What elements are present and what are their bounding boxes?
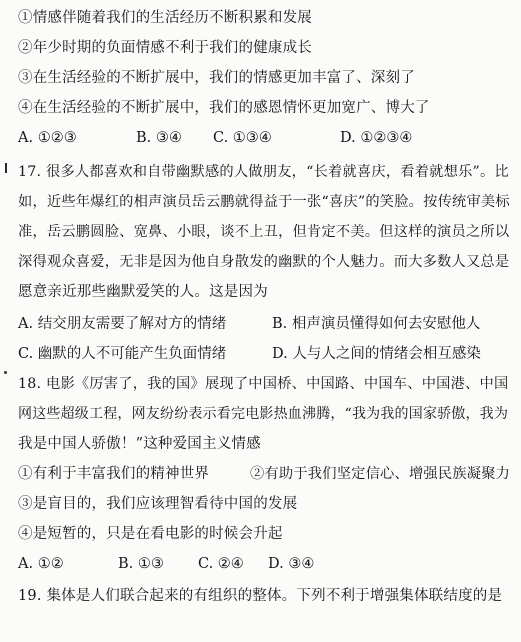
q18-stem-line-2: 网这些超级工程，网友纷纷表示看完电影热血沸腾，“我为我的国家骄傲，我为 [18, 406, 509, 422]
q18-statement-1: ①有利于丰富我们的精神世界 [18, 466, 210, 482]
q17-stem-line-4: 深得观众喜爱，无非是因为他自身散发的幽默的个人魅力。而大多数人又总是 [18, 254, 510, 270]
q17-option-c: C. 幽默的人不可能产生负面情绪 [18, 346, 227, 362]
q16-option-b: B. ③④ [136, 130, 182, 146]
q18-statement-3: ③是盲目的，我们应该理智看待中国的发展 [18, 496, 298, 512]
q17-option-b: B. 相声演员懂得如何去安慰他人 [272, 316, 481, 332]
q16-statement-2: ②年少时期的负面情感不利于我们的健康成长 [18, 40, 312, 56]
q17-stem-line-1: 17. 很多人都喜欢和自带幽默感的人做朋友，“长着就喜庆，看着就想乐”。比 [18, 164, 509, 180]
q18-option-d: D. ③④ [268, 556, 315, 572]
q17-stem-line-3: 准，岳云鹏圆脸、宽鼻、小眼，谈不上丑，但肯定不美。但这样的演员之所以 [18, 224, 510, 240]
q16-statement-4: ④在生活经验的不断扩展中，我们的感恩情怀更加宽广、博大了 [18, 100, 430, 116]
q18-option-b: B. ①③ [118, 556, 164, 572]
q17-option-a: A. 结交朋友需要了解对方的情绪 [18, 316, 227, 332]
q18-stem-line-3: 我是中国人骄傲！”这种爱国主义情感 [18, 436, 261, 452]
q16-option-c: C. ①③④ [213, 130, 272, 146]
q18-option-a: A. ①② [18, 556, 64, 572]
q17-option-d: D. 人与人之间的情绪会相互感染 [272, 346, 481, 362]
q17-stem-line-2: 如，近些年爆红的相声演员岳云鹏就得益于一张“喜庆”的笑脸。按传统审美标 [18, 194, 510, 210]
q18-stem-line-1: 18. 电影《厉害了，我的国》展现了中国桥、中国路、中国车、中国港、中国 [18, 376, 509, 392]
q19-stem-line-1: 19. 集体是人们联合起来的有组织的整体。下列不利于增强集体联结度的是 [18, 588, 503, 604]
q18-statement-2: ②有助于我们坚定信心、增强民族凝聚力 [250, 466, 511, 482]
q16-statement-1: ①情感伴随着我们的生活经历不断积累和发展 [18, 10, 312, 26]
q17-stem-line-5: 愿意亲近那些幽默爱笑的人。这是因为 [18, 284, 268, 300]
q16-option-d: D. ①②③④ [340, 130, 413, 146]
q18-statement-4: ④是短暂的，只是在看电影的时候会升起 [18, 526, 283, 542]
q18-option-c: C. ②④ [198, 556, 244, 572]
q16-option-a: A. ①②③ [18, 130, 77, 146]
margin-mark [5, 163, 7, 173]
q16-statement-3: ③在生活经验的不断扩展中，我们的情感更加丰富了、深刻了 [18, 70, 415, 86]
margin-dot [4, 371, 7, 374]
